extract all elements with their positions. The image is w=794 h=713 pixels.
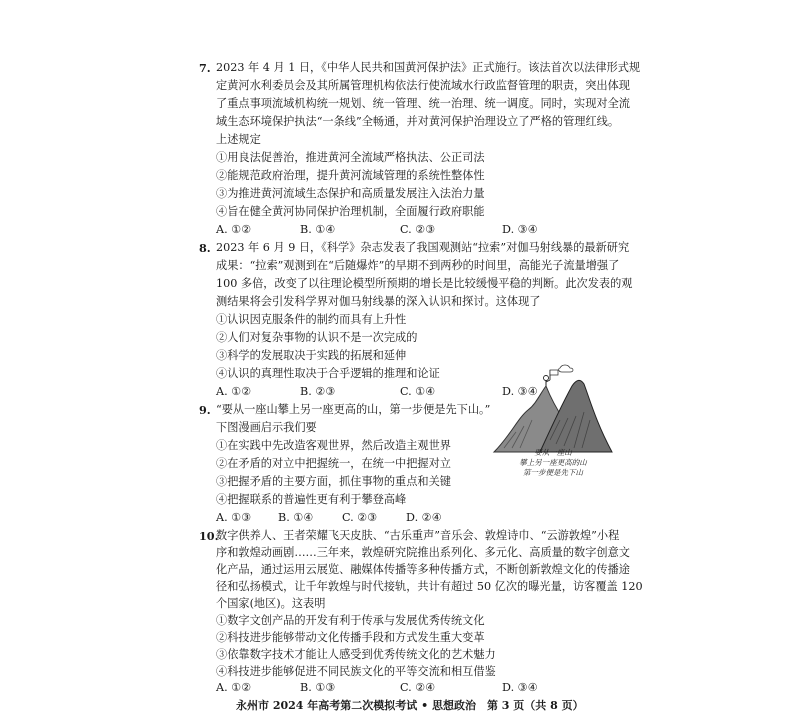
q7-item: ④旨在健全黄河协同保护治理机制，全面履行政府职能	[216, 205, 485, 218]
q8-stem-line: 成果：“拉索”观测到在“后随爆炸”的早期不到两秒的时间里，高能光子流量增强了	[216, 259, 620, 272]
q9-option-a: A. ①③	[216, 511, 252, 524]
q10-option-d: D. ③④	[502, 681, 538, 694]
q7-stem-line: 了重点事项流域机构统一规划、统一管理、统一治理、统一调度。同时，实现对全流	[216, 97, 630, 110]
q7-option-c: C. ②③	[400, 223, 436, 236]
q10-item: ③依靠数字技术才能让人感受到优秀传统文化的艺术魅力	[216, 648, 496, 661]
q8-item: ②人们对复杂事物的认识不是一次完成的	[216, 331, 418, 344]
q10-stem-line: 径和弘扬模式，让千年敦煌与时代接轨，共计有超过 50 亿次的曝光量，访客覆盖 120	[216, 580, 643, 593]
q9-item: ①在实践中先改造客观世界，然后改造主观世界	[216, 439, 451, 452]
q10-option-b: B. ①③	[300, 681, 336, 694]
q7-stem-line: 定黄河水利委员会及其所属管理机构依法行使流域水行政监督管理的职责，突出体现	[216, 79, 630, 92]
cartoon-caption-line: 第一步便是先下山	[523, 468, 583, 477]
q10-option-a: A. ①②	[216, 681, 252, 694]
q9-option-d: D. ②④	[406, 511, 442, 524]
q10-option-c: C. ②④	[400, 681, 436, 694]
q7-stem-line: 域生态环境保护执法“一条线”全畅通，并对黄河保护治理设立了严格的管理红线。	[216, 115, 620, 128]
cartoon-caption-line: 攀上另一座更高的山	[519, 458, 587, 467]
q9-stem-line: 下图漫画启示我们要	[216, 421, 317, 434]
q9-item: ④把握联系的普遍性更有利于攀登高峰	[216, 493, 407, 506]
question-9-number: 9.	[199, 403, 211, 417]
q10-stem-line: 个国家(地区)。这表明	[216, 597, 326, 610]
q8-option-b: B. ②③	[300, 385, 336, 398]
q9-item: ③把握矛盾的主要方面，抓住事物的重点和关键	[216, 475, 451, 488]
q7-option-a: A. ①②	[216, 223, 252, 236]
question-7-number: 7.	[199, 61, 211, 75]
cartoon-caption-line: 要从一座山	[534, 448, 572, 457]
q7-option-b: B. ①④	[300, 223, 336, 236]
q10-item: ①数字文创产品的开发有利于传承与发展优秀传统文化	[216, 614, 485, 627]
page-footer: 永州市 2024 年高考第二次模拟考试 • 思想政治 第 3 页（共 8 页）	[236, 699, 584, 712]
question-10-number: 10.	[199, 529, 219, 543]
q8-option-c: C. ①④	[400, 385, 436, 398]
q7-stem-line: 2023 年 4 月 1 日，《中华人民共和国黄河保护法》正式施行。该法首次以法律形式规	[216, 61, 641, 74]
cartoon-caption	[503, 448, 603, 478]
q7-item: ②能规范政府治理，提升黄河流域管理的系统性整体性	[216, 169, 485, 182]
q7-option-d: D. ③④	[502, 223, 538, 236]
q8-stem-line: 2023 年 6 月 9 日，《科学》杂志发表了我国观测站“拉索”对伽马射线暴的最新研究	[216, 241, 630, 254]
q8-item: ③科学的发展取决于实践的拓展和延伸	[216, 349, 407, 362]
q9-option-c: C. ②③	[342, 511, 378, 524]
q9-stem-line: “要从一座山攀上另一座更高的山，第一步便是先下山。”	[216, 403, 491, 416]
q10-stem-line: 化产品，通过运用云展览、融媒体传播等多种传播方式，不断创新敦煌文化的传播途	[216, 563, 630, 576]
q8-option-a: A. ①②	[216, 385, 252, 398]
q9-item: ②在矛盾的对立中把握统一，在统一中把握对立	[216, 457, 451, 470]
q10-stem-line: 数字供养人、王者荣耀飞天皮肤、“古乐重声”音乐会、敦煌诗巾、“云游敦煌”小程	[216, 529, 620, 542]
q10-item: ②科技进步能够带动文化传播手段和方式发生重大变革	[216, 631, 485, 644]
q10-item: ④科技进步能够促进不同民族文化的平等交流和相互借鉴	[216, 665, 496, 678]
question-8-number: 8.	[199, 241, 211, 255]
q8-item: ①认识因克服条件的制约而具有上升性	[216, 313, 407, 326]
q8-item: ④认识的真理性取决于合乎逻辑的推理和论证	[216, 367, 440, 380]
q9-option-b: B. ①④	[278, 511, 314, 524]
q7-item: ①用良法促善治，推进黄河全流域严格执法、公正司法	[216, 151, 485, 164]
q10-stem-line: 序和敦煌动画剧……三年来，敦煌研究院推出系列化、多元化、高质量的数字创意文	[216, 546, 630, 559]
q8-option-d: D. ③④	[502, 385, 538, 398]
q8-stem-line: 测结果将会引发科学界对伽马射线暴的深入认识和探讨。这体现了	[216, 295, 541, 308]
q8-stem-line: 100 多倍，改变了以往理论模型所预期的增长是比较缓慢平稳的判断。此次发表的观	[216, 277, 633, 290]
q7-stem-line: 上述规定	[216, 133, 261, 146]
q7-item: ③为推进黄河流域生态保护和高质量发展注入法治力量	[216, 187, 485, 200]
